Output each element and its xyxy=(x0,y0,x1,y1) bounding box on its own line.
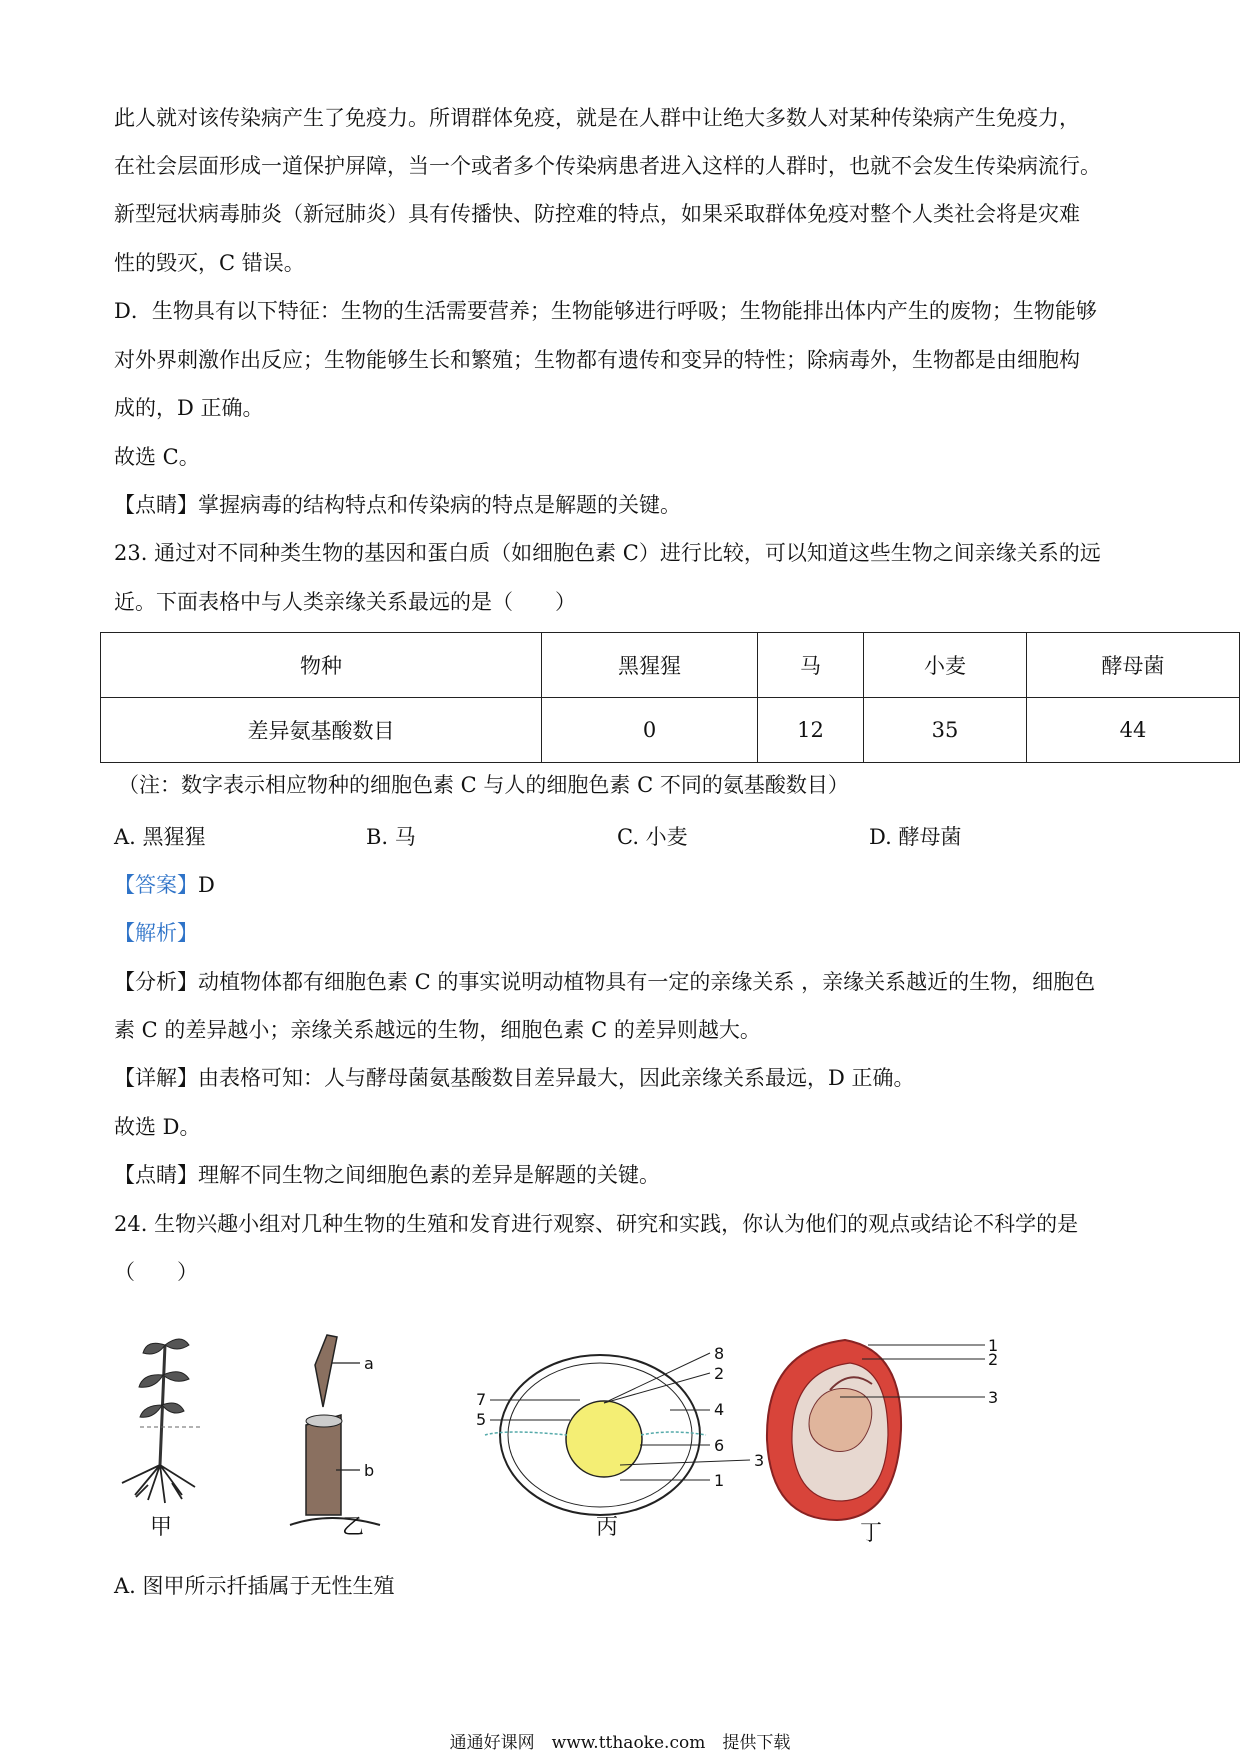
table-cell: 马 xyxy=(758,633,864,698)
fetus-uterus-figure xyxy=(767,1336,998,1520)
analysis-tag: 【解析】 xyxy=(114,921,198,945)
label-6: 6 xyxy=(714,1436,725,1455)
caption-ding: 丁 xyxy=(860,1521,883,1546)
table-cell: 差异氨基酸数目 xyxy=(101,698,542,763)
text-line: 此人就对该传染病产生了免疫力。所谓群体免疫，就是在人群中让绝大多数人对某种传染病产生免疫力， xyxy=(114,106,1080,130)
question-24-stem-cont: （ ） xyxy=(114,1260,198,1284)
label-8: 8 xyxy=(714,1344,725,1363)
grafting-figure xyxy=(290,1335,380,1525)
option-d: D. 酵母菌 xyxy=(869,825,962,849)
question-24-stem: 24. 生物兴趣小组对几种生物的生殖和发育进行观察、研究和实践，你认为他们的观点或结论不科学的是 xyxy=(114,1212,1079,1236)
label-3: 3 xyxy=(988,1388,999,1407)
choose-text: 故选 D。 xyxy=(114,1115,201,1139)
analysis-text: 【分析】动植物体都有细胞色素 C 的事实说明动植物具有一定的亲缘关系 ，亲缘关系越近的生物，细胞色 xyxy=(114,970,1096,994)
table-cell: 12 xyxy=(758,698,864,763)
table-cell: 小麦 xyxy=(864,633,1027,698)
label-1: 1 xyxy=(714,1471,725,1490)
table-note: （注：数字表示相应物种的细胞色素 C 与人的细胞色素 C 不同的氨基酸数目） xyxy=(118,773,849,797)
analysis-text-cont: 素 C 的差异越小；亲缘关系越远的生物，细胞色素 C 的差异则越大。 xyxy=(114,1018,761,1042)
table-cell: 酵母菌 xyxy=(1027,633,1240,698)
text-line: 性的毁灭，C 错误。 xyxy=(114,251,305,275)
table-cell: 44 xyxy=(1027,698,1240,763)
table-row xyxy=(101,698,1240,763)
label-5: 5 xyxy=(476,1410,487,1429)
caption-yi: 乙 xyxy=(342,1515,365,1540)
answer-tag: 【答案】 xyxy=(114,873,198,897)
answer-line xyxy=(114,870,215,900)
question-23-stem-cont: 近。下面表格中与人类亲缘关系最远的是（ ） xyxy=(114,590,576,614)
footer: 通通好课网 www.tthaoke.com 提供下载 xyxy=(449,1733,791,1753)
label-2: 2 xyxy=(714,1364,725,1383)
caption-jia: 甲 xyxy=(150,1515,173,1540)
tip-text: 【点睛】理解不同生物之间细胞色素的差异是解题的关键。 xyxy=(114,1163,660,1187)
species-table xyxy=(100,632,1240,763)
label-b: b xyxy=(364,1461,375,1480)
option-a-q24: A. 图甲所示扦插属于无性生殖 xyxy=(114,1574,395,1598)
detail-text: 【详解】由表格可知：人与酵母菌氨基酸数目差异最大，因此亲缘关系最远，D 正确。 xyxy=(114,1066,915,1090)
cutting-plant-figure xyxy=(122,1339,200,1503)
label-1: 1 xyxy=(988,1336,999,1355)
bird-egg-figure xyxy=(476,1344,764,1515)
table-cell: 物种 xyxy=(101,633,542,698)
label-7: 7 xyxy=(476,1390,487,1409)
question-23-stem: 23. 通过对不同种类生物的基因和蛋白质（如细胞色素 C）进行比较，可以知道这些生物之间亲缘关系的远 xyxy=(114,541,1101,565)
option-a: A. 黑猩猩 xyxy=(114,825,206,849)
text-line: 对外界刺激作出反应；生物能够生长和繁殖；生物都有遗传和变异的特性；除病毒外，生物都是由细胞构 xyxy=(114,348,1080,372)
label-4: 4 xyxy=(714,1400,725,1419)
caption-bing: 丙 xyxy=(596,1515,619,1540)
option-c: C. 小麦 xyxy=(617,825,688,849)
option-b: B. 马 xyxy=(366,825,416,849)
text-line: 新型冠状病毒肺炎（新冠肺炎）具有传播快、防控难的特点，如果采取群体免疫对整个人类社会将是灾难 xyxy=(114,202,1080,226)
label-3: 3 xyxy=(754,1451,765,1470)
table-cell: 黑猩猩 xyxy=(542,633,758,698)
table-header-row xyxy=(101,633,1240,698)
table-cell: 35 xyxy=(864,698,1027,763)
text-line: D．生物具有以下特征：生物的生活需要营养；生物能够进行呼吸；生物能排出体内产生的废物；生物能够 xyxy=(114,299,1097,323)
text-line: 在社会层面形成一道保护屏障，当一个或者多个传染病患者进入这样的人群时，也就不会发生传染病流行。 xyxy=(114,154,1101,178)
label-a: a xyxy=(364,1354,374,1373)
text-line: 故选 C。 xyxy=(114,445,200,469)
answer-value: D xyxy=(198,873,215,897)
label-2: 2 xyxy=(988,1350,999,1369)
text-line: 成的，D 正确。 xyxy=(114,396,264,420)
table-cell: 0 xyxy=(542,698,758,763)
text-line: 【点睛】掌握病毒的结构特点和传染病的特点是解题的关键。 xyxy=(114,493,681,517)
